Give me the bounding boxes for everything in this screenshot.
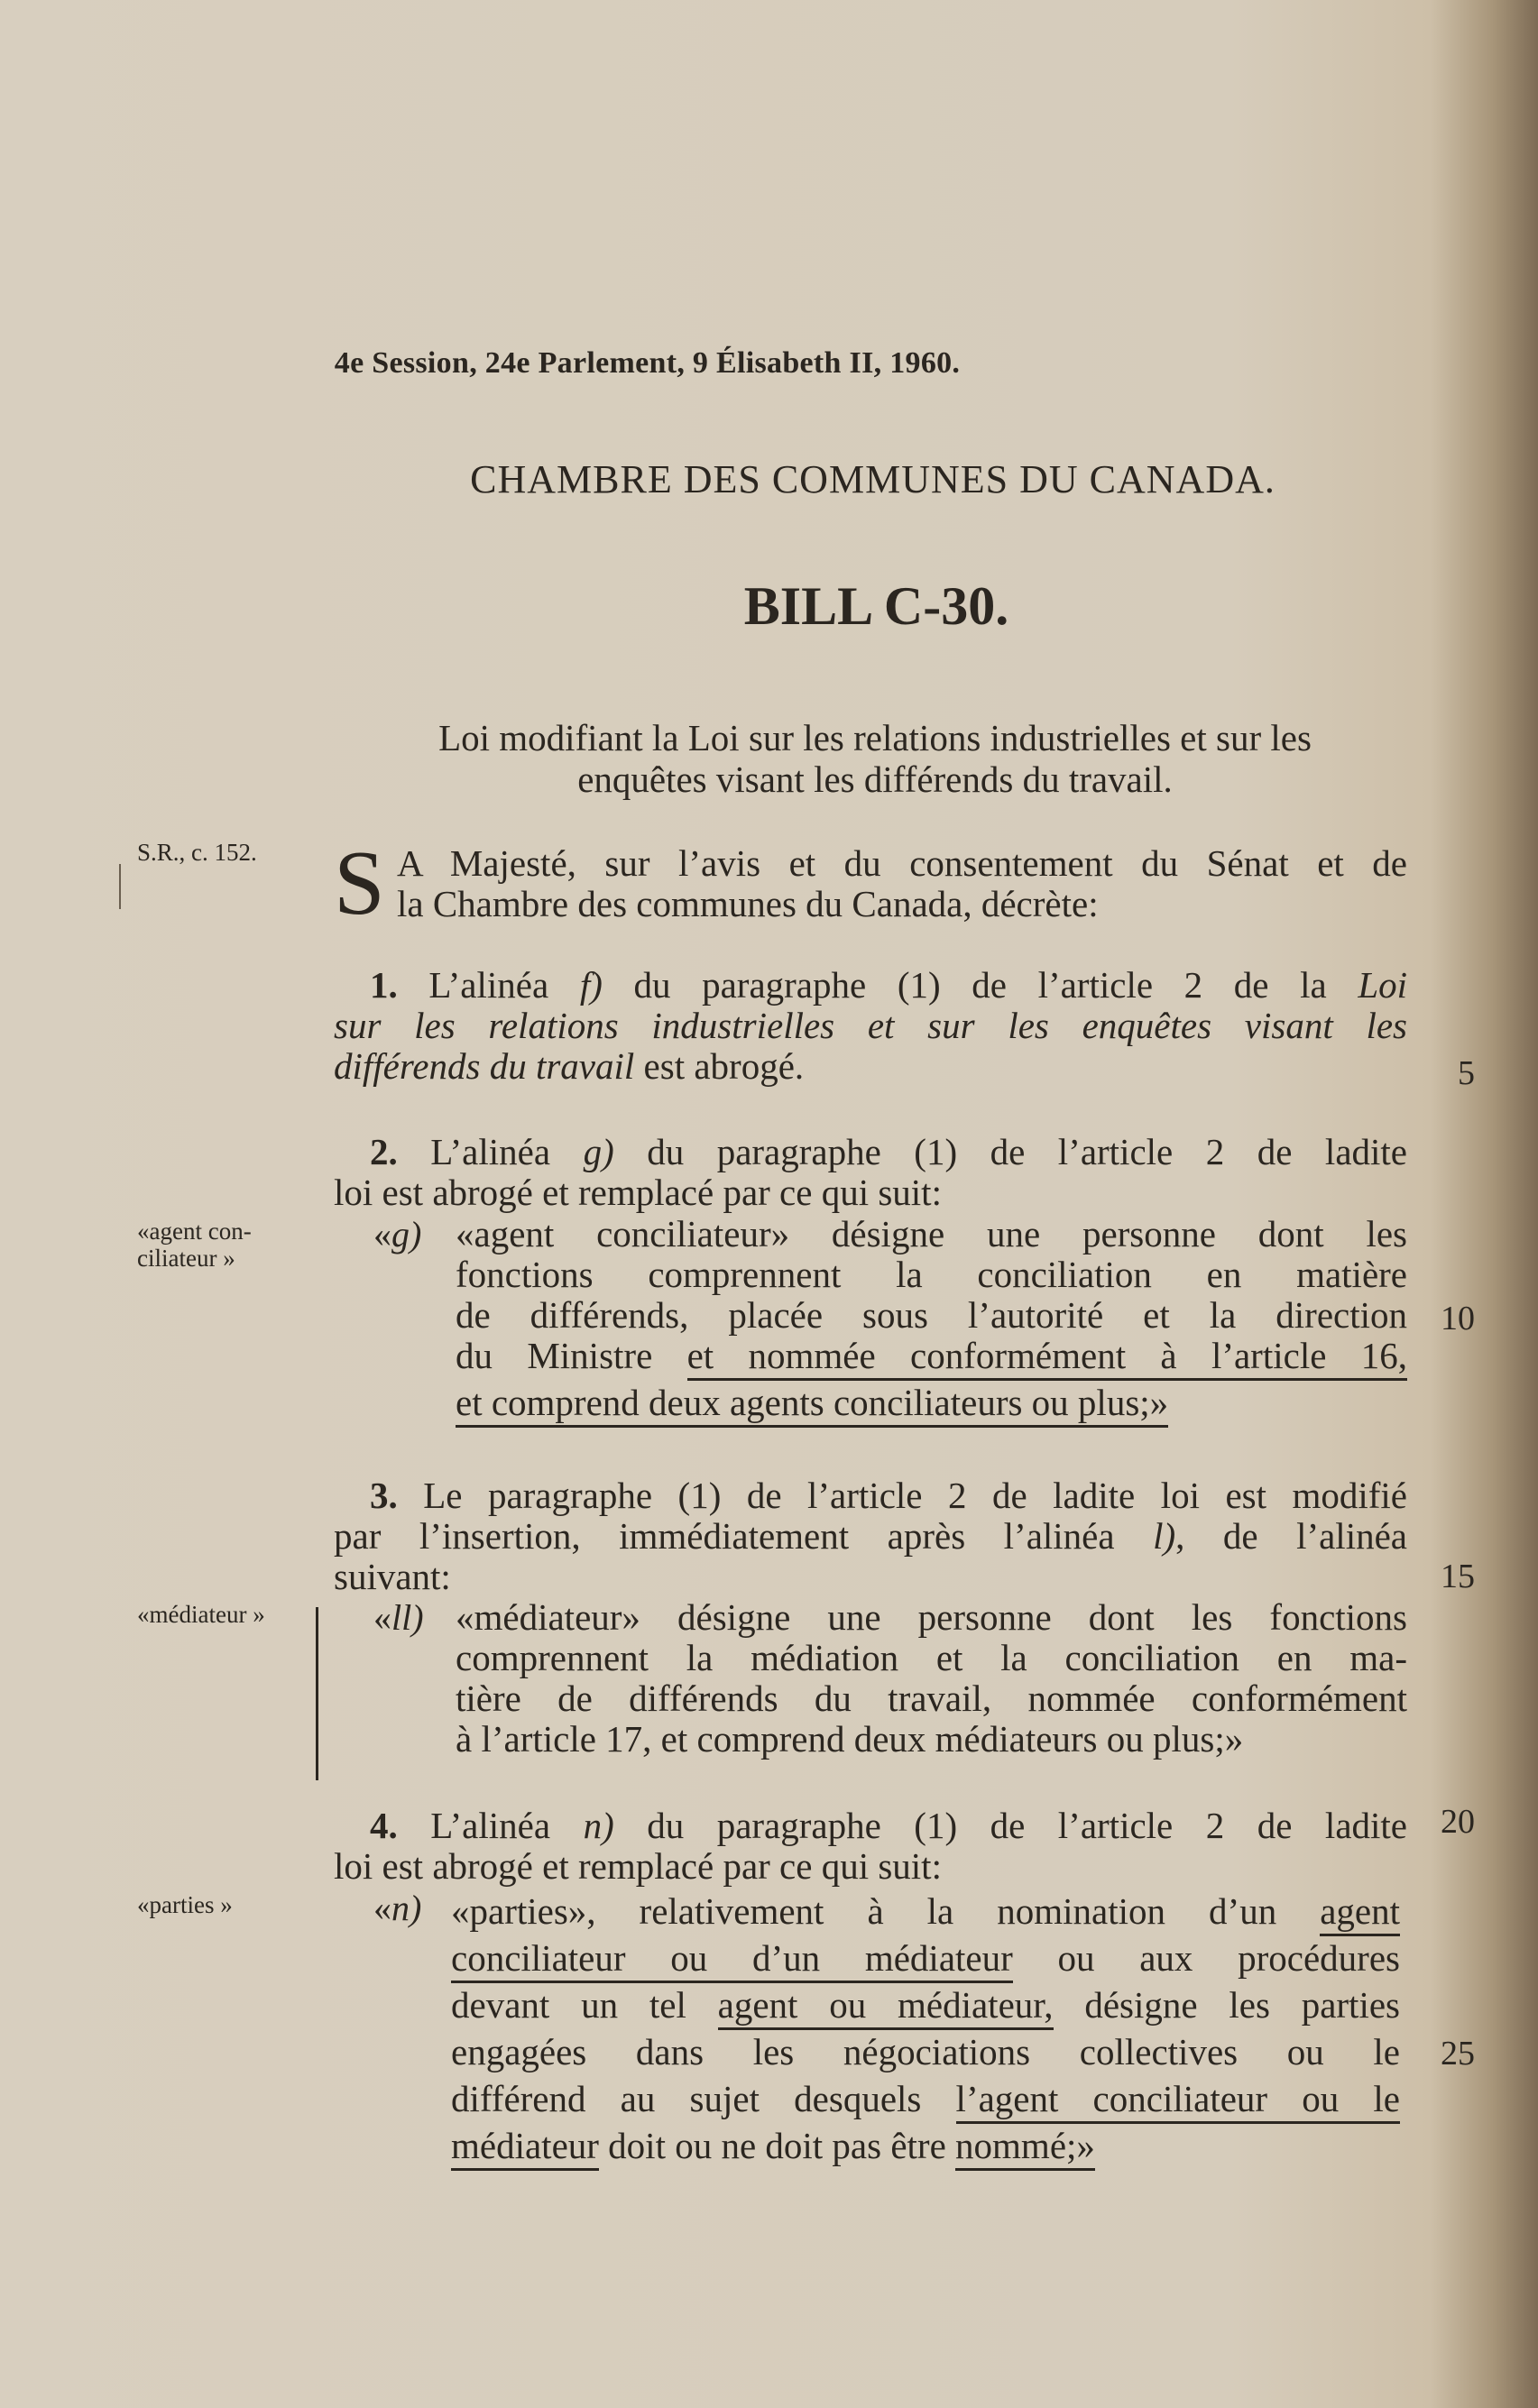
section-4-number: 4. bbox=[370, 1805, 398, 1846]
house-title: CHAMBRE DES COMMUNES DU CANADA. bbox=[470, 457, 1276, 501]
margin-note-agent: «agent con- ciliateur » bbox=[137, 1218, 252, 1272]
amended-text: agent bbox=[1320, 1890, 1400, 1936]
amended-text: nommé;» bbox=[955, 2125, 1095, 2171]
bill-title-line-2: enquêtes visant les différends du travail. bbox=[577, 758, 1173, 800]
definition-label-g: «g) bbox=[373, 1214, 422, 1255]
amended-text: l’agent conciliateur ou le bbox=[956, 2078, 1400, 2124]
line-number-25: 25 bbox=[1441, 2035, 1475, 2073]
amended-text: et nommée conformément à l’article 16, bbox=[687, 1335, 1407, 1381]
definition-label-n: «n) bbox=[373, 1888, 422, 1928]
section-3: 3. Le paragraphe (1) de l’article 2 de ladite loi est modifié par l’insertion, immédiatement après l’alinéa l), de l’alinéa suivant: bbox=[334, 1475, 1407, 1597]
amended-text: et comprend deux agents conciliateurs ou plus;» bbox=[456, 1382, 1168, 1428]
bill-title bbox=[334, 717, 1416, 800]
amended-text: agent ou médiateur, bbox=[718, 1984, 1054, 2030]
margin-note-parties: «parties » bbox=[137, 1891, 233, 1918]
section-3-number: 3. bbox=[370, 1475, 398, 1516]
enacting-clause: A Majesté, sur l’avis et du consentement du Sénat et de la Chambre des communes du Canada, décrète: bbox=[397, 842, 1407, 924]
margin-note-mediateur: «médiateur » bbox=[137, 1601, 265, 1628]
amended-text: médiateur bbox=[451, 2125, 599, 2171]
revision-bar bbox=[316, 1607, 318, 1780]
definition-parties: «parties», relativement à la nomination d’un agent conciliateur ou d’un médiateur ou aux procédures devant un tel agent ou médiateur, désigne les parties engagées dans les négociations collectives ou le différend au sujet desquels l’agent conciliateur ou le médiateur doit ou ne doit pas être nommé;» bbox=[451, 1888, 1400, 2169]
line-number-20: 20 bbox=[1441, 1803, 1475, 1841]
line-number-15: 15 bbox=[1441, 1558, 1475, 1595]
section-1-number: 1. bbox=[370, 964, 398, 1006]
section-2: 2. L’alinéa g) du paragraphe (1) de l’article 2 de ladite loi est abrogé et remplacé par ce qui suit: bbox=[334, 1131, 1408, 1213]
section-4: 4. L’alinéa n) du paragraphe (1) de l’article 2 de ladite loi est abrogé et remplacé par ce qui suit: bbox=[334, 1805, 1408, 1887]
amended-text: conciliateur ou d’un médiateur bbox=[451, 1937, 1013, 1983]
bill-title-line-1: Loi modifiant la Loi sur les relations industrielles et sur les bbox=[438, 717, 1312, 758]
definition-label-ll: «ll) bbox=[373, 1597, 424, 1638]
definition-agent-conciliateur: «agent conciliateur» désigne une personne dont les fonctions comprennent la conciliation en matière de différends, placée sous l’autorité et la direction du Ministre et nommée conformément à l’article 16, et comprend deux agents conciliateurs ou plus;» bbox=[456, 1214, 1407, 1423]
drop-cap: S bbox=[334, 832, 385, 934]
section-1: 1. L’alinéa f) du paragraphe (1) de l’article 2 de la Loi sur les relations industrielles et sur les enquêtes visant les différends du travail est abrogé. bbox=[334, 964, 1408, 1087]
line-number-10: 10 bbox=[1441, 1300, 1475, 1337]
bill-number: BILL C-30. bbox=[743, 576, 1009, 636]
line-number-5: 5 bbox=[1458, 1054, 1475, 1092]
session-line: 4e Session, 24e Parlement, 9 Élisabeth II, 1960. bbox=[334, 346, 961, 380]
section-2-number: 2. bbox=[370, 1131, 398, 1172]
margin-mark bbox=[119, 864, 121, 909]
margin-note-sr: S.R., c. 152. bbox=[137, 839, 257, 866]
definition-mediateur: «médiateur» désigne une personne dont les fonctions comprennent la médiation et la conciliation en ma- tière de différends du travail, nommée conformément à l’article 17, et comprend deux médiateurs ou plus;» bbox=[456, 1596, 1407, 1760]
